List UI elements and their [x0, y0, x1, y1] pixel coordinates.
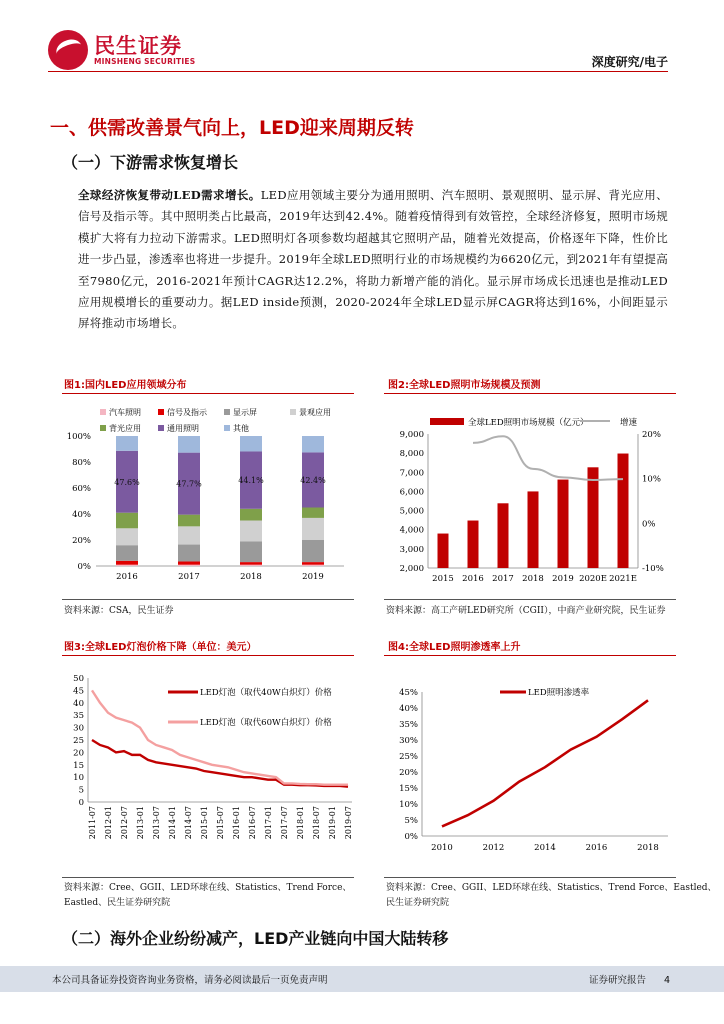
- x-tick-label: 2011-07: [88, 806, 97, 840]
- stacked-bar-segment: [302, 562, 324, 565]
- fig4-rule: [384, 655, 676, 656]
- x-tick-label: 2016: [462, 574, 484, 584]
- stacked-bar-segment: [116, 528, 138, 545]
- x-tick-label: 2016: [585, 843, 608, 853]
- fig4-source-rule: [384, 877, 676, 878]
- legend-swatch: [430, 418, 464, 425]
- stacked-bar-segment: [178, 565, 200, 566]
- y-tick-label: 4,000: [399, 525, 424, 536]
- x-tick-label: 2012-01: [104, 806, 113, 840]
- page-footer: [0, 966, 724, 992]
- stacked-bar-segment: [302, 565, 324, 566]
- footer-report-label: 证券研究报告: [588, 975, 646, 986]
- y-tick-label: 50: [73, 674, 84, 684]
- y-tick-label: 35: [73, 711, 84, 722]
- y-tick-label: 25: [73, 736, 84, 746]
- subsection-title-1: （一）下游需求恢复增长: [62, 153, 239, 172]
- y-tick-label: 20%: [72, 536, 91, 546]
- fig1-chart: [62, 396, 354, 594]
- y-tick-label: 7,000: [399, 468, 424, 479]
- x-tick-label: 2018: [522, 574, 544, 584]
- price-line: [92, 690, 348, 784]
- x-tick-label: 2020E: [579, 574, 607, 584]
- x-tick-label: 2010: [431, 843, 453, 853]
- bar: [438, 534, 449, 568]
- fig1-source: 资料来源：CSA，民生证券: [64, 606, 174, 616]
- fig3-title: 图3:全球LED灯泡价格下降（单位：美元）: [64, 642, 257, 653]
- stacked-bar-segment: [302, 540, 324, 562]
- stacked-bar-segment: [240, 541, 262, 562]
- stacked-bar-segment: [178, 515, 200, 527]
- fig3-source-1: 资料来源：Cree、GGII、LED环球在线、Statistics、Trend Force、: [64, 883, 352, 893]
- bar: [498, 503, 509, 568]
- x-tick-label: 2019-07: [344, 806, 353, 840]
- y-tick-label: 0: [78, 798, 84, 808]
- bar: [558, 480, 569, 568]
- brand-name-en: MINSHENG SECURITIES: [94, 56, 196, 66]
- data-label: 47.6%: [114, 477, 140, 487]
- legend-swatch: [100, 409, 106, 415]
- body-paragraph: [78, 185, 668, 335]
- y-tick-label: 30%: [399, 736, 418, 746]
- x-tick-label: 2013-07: [152, 806, 161, 840]
- y-tick-label: 40%: [72, 510, 91, 520]
- stacked-bar-segment: [178, 545, 200, 562]
- x-tick-label: 2017-07: [280, 806, 289, 840]
- x-tick-label: 2013-01: [136, 806, 145, 840]
- fig2-title: 图2:全球LED照明市场规模及预测: [388, 380, 541, 391]
- stacked-bar-segment: [240, 565, 262, 566]
- legend-label: 景观应用: [299, 408, 331, 417]
- x-tick-label: 2018-01: [296, 806, 305, 840]
- brand-name-cn: 民生证券: [94, 33, 182, 58]
- y-tick-label: 0%: [77, 562, 91, 572]
- fig3-source-rule: [62, 877, 354, 878]
- x-tick-label: 2014-01: [168, 806, 177, 840]
- legend-swatch: [224, 425, 230, 431]
- y-tick-label: 5: [78, 785, 84, 796]
- y-tick-label: 30: [73, 723, 84, 734]
- fig4-source-1: 资料来源：Cree、GGII、LED环球在线、Statistics、Trend Force、Eastled、: [386, 883, 717, 893]
- stacked-bar-segment: [302, 518, 324, 540]
- data-label: 47.7%: [176, 479, 202, 489]
- y-tick-label: 40%: [399, 704, 418, 714]
- stacked-bar-segment: [178, 561, 200, 564]
- y-tick-label: 100%: [66, 432, 91, 442]
- legend-label: LED灯泡（取代60W白炽灯）价格: [200, 718, 332, 728]
- fig1-source-rule: [62, 599, 354, 600]
- bar: [588, 467, 599, 568]
- legend-swatch: [224, 409, 230, 415]
- x-tick-label: 2019-01: [328, 806, 337, 840]
- y-tick-label: 6,000: [399, 487, 424, 498]
- stacked-bar-segment: [178, 526, 200, 544]
- stacked-bar-segment: [178, 436, 200, 453]
- bar: [528, 491, 539, 568]
- x-tick-label: 2012: [482, 843, 505, 853]
- x-tick-label: 2018: [240, 572, 262, 582]
- y-tick-label: 0%: [404, 832, 418, 842]
- fig4-source-2: 民生证券研究院: [386, 898, 450, 908]
- data-label: 44.1%: [238, 476, 264, 486]
- y-tick-label: 9,000: [399, 430, 424, 440]
- fig3-chart: [62, 660, 354, 874]
- legend-swatch: [290, 409, 296, 415]
- x-tick-label: 2019: [302, 572, 324, 582]
- legend-label: 信号及指示: [167, 408, 207, 417]
- stacked-bar-segment: [302, 508, 324, 518]
- y-tick-label: 20%: [399, 768, 418, 778]
- report-type: 深度研究/电子: [591, 55, 668, 69]
- growth-line: [473, 436, 623, 480]
- legend-swatch: [158, 425, 164, 431]
- subsection-title-2: （二）海外企业纷纷减产，LED产业链向中国大陆转移: [62, 929, 449, 948]
- x-tick-label: 2021E: [609, 574, 637, 584]
- stacked-bar-segment: [240, 562, 262, 565]
- x-tick-label: 2016-07: [248, 806, 257, 840]
- y-tick-label: 5%: [404, 816, 418, 826]
- section-title: 一、供需改善景气向上，LED迎来周期反转: [50, 117, 414, 139]
- stacked-bar-segment: [116, 513, 138, 529]
- y-tick-label: 60%: [72, 484, 91, 494]
- legend-label: 通用照明: [167, 424, 199, 433]
- brand-logo: [48, 30, 195, 70]
- stacked-bar-segment: [302, 436, 324, 452]
- x-tick-label: 2017: [492, 574, 514, 584]
- stacked-bar-segment: [116, 436, 138, 451]
- y2-tick-label: 20%: [642, 430, 661, 440]
- x-tick-label: 2016: [116, 572, 138, 582]
- stacked-bar-segment: [116, 561, 138, 565]
- y-tick-label: 5,000: [399, 506, 424, 517]
- legend-label: LED照明渗透率: [528, 688, 590, 698]
- legend-label: 显示屏: [233, 408, 257, 417]
- x-tick-label: 2014: [534, 843, 556, 853]
- fig2-chart: [384, 396, 676, 594]
- y-tick-label: 8,000: [399, 449, 424, 460]
- x-tick-label: 2016-01: [232, 806, 241, 840]
- y-tick-label: 45: [73, 686, 84, 697]
- stacked-bar-segment: [240, 509, 262, 521]
- stacked-bar-segment: [116, 545, 138, 561]
- x-tick-label: 2015-07: [216, 806, 225, 840]
- legend-swatch: [100, 425, 106, 431]
- x-tick-label: 2012-07: [120, 806, 129, 840]
- y2-tick-label: 10%: [642, 474, 661, 485]
- x-tick-label: 2019: [552, 574, 574, 584]
- penetration-line: [442, 700, 648, 826]
- fig3-rule: [62, 655, 354, 656]
- fig2-source-rule: [384, 599, 676, 600]
- x-tick-label: 2018-07: [312, 806, 321, 840]
- paragraph-lead: 全球经济恢复带动LED需求增长。: [78, 188, 261, 202]
- legend-label: 全球LED照明市场规模（亿元）: [468, 418, 589, 428]
- y-tick-label: 3,000: [399, 544, 424, 555]
- brand-logo-icon: [48, 30, 88, 70]
- y-tick-label: 10%: [399, 800, 418, 810]
- legend-label: LED灯泡（取代40W白炽灯）价格: [200, 688, 332, 698]
- y2-tick-label: -10%: [642, 564, 664, 574]
- footer-disclaimer: 本公司具备证券投资咨询业务资格，请务必阅读最后一页免责声明: [52, 975, 328, 986]
- stacked-bar-segment: [240, 521, 262, 542]
- y-tick-label: 80%: [72, 458, 91, 468]
- price-line: [92, 740, 348, 787]
- y2-tick-label: 0%: [642, 519, 656, 530]
- fig3-source-2: Eastled、民生证券研究院: [64, 898, 171, 908]
- fig2-rule: [384, 393, 676, 394]
- legend-label: 增速: [620, 418, 638, 428]
- bar: [618, 454, 629, 568]
- page-number: 4: [663, 975, 670, 986]
- fig4-chart: [384, 660, 676, 874]
- paragraph-body: LED应用领域主要分为通用照明、汽车照明、景观照明、显示屏、背光应用、信号及指示等。其中照明类占比最高，2019年达到42.4%。随着疫情得到有效管控，全球经济修复，照明市场规模扩大将有力拉动下游需求。LED照明灯各项参数均超越其它照明产品，随着光效提高，价格逐年下降，性价比进一步凸显，渗透率也将进一步提升。2019年全球LED照明行业的市场规模约为6620亿元，到2021年有望提高至7980亿元，2016-2021年预计CAGR达12.2%，将助力新增产能的消化。显示屏市场成长迅速也是推动LED应用规模增长的重要动力。据LED inside预测，2020-2024年全球LED显示屏CAGR将达到16%，小间距显示屏将推动市场增长。: [78, 188, 669, 331]
- fig1-title: 图1:国内LED应用领域分布: [64, 380, 187, 391]
- fig1-rule: [62, 393, 354, 394]
- x-tick-label: 2017: [178, 572, 200, 582]
- y-tick-label: 40: [73, 698, 84, 709]
- x-tick-label: 2017-01: [264, 806, 273, 840]
- stacked-bar-segment: [116, 565, 138, 566]
- x-tick-label: 2015-01: [200, 806, 209, 840]
- y-tick-label: 25%: [399, 752, 418, 762]
- legend-swatch: [158, 409, 164, 415]
- y-tick-label: 45%: [399, 688, 418, 698]
- header-divider: [48, 71, 668, 72]
- y-tick-label: 15%: [399, 784, 418, 794]
- y-tick-label: 20: [73, 748, 84, 759]
- y-tick-label: 15: [73, 760, 84, 771]
- x-tick-label: 2015: [432, 574, 454, 584]
- y-tick-label: 35%: [399, 720, 418, 730]
- x-tick-label: 2018: [637, 843, 659, 853]
- bar: [468, 521, 479, 568]
- y-tick-label: 2,000: [399, 564, 424, 574]
- data-label: 42.4%: [300, 475, 326, 485]
- stacked-bar-segment: [240, 436, 262, 451]
- legend-label: 其他: [233, 424, 249, 433]
- legend-label: 汽车照明: [109, 408, 141, 417]
- x-tick-label: 2014-07: [184, 806, 193, 840]
- y-tick-label: 10: [73, 773, 84, 784]
- fig4-title: 图4:全球LED照明渗透率上升: [388, 642, 521, 653]
- fig2-source: 资料来源：高工产研LED研究所（CGII），中商产业研究院，民生证券: [386, 606, 666, 616]
- legend-label: 背光应用: [109, 424, 141, 433]
